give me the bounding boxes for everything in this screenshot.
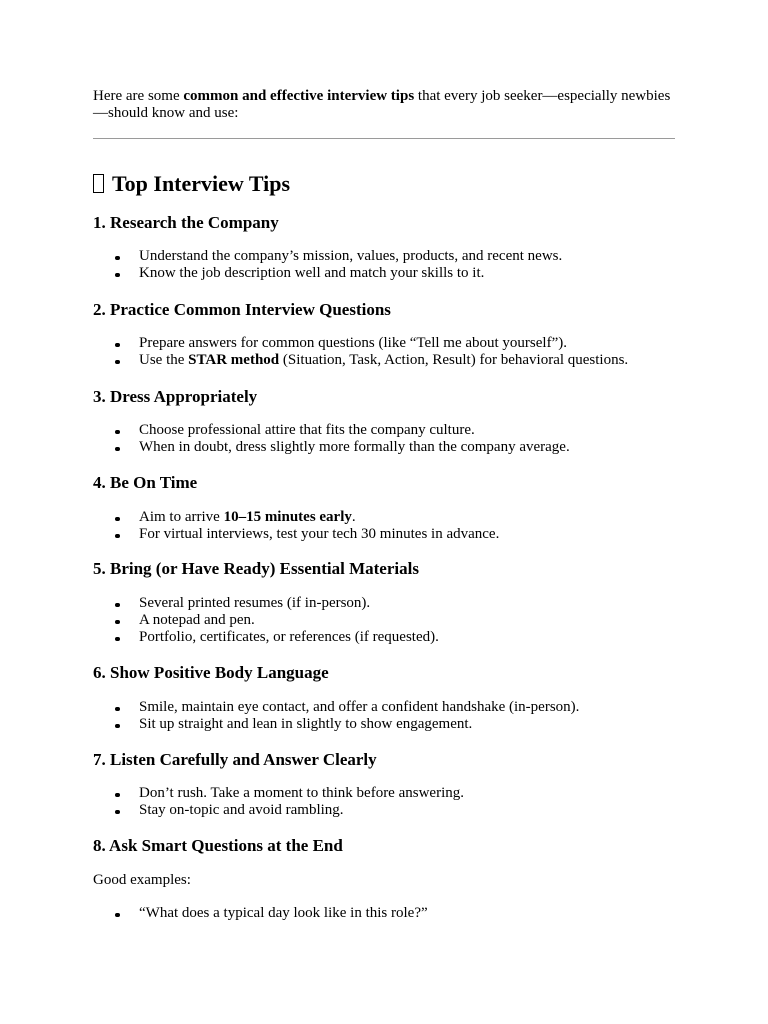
bullet-icon — [115, 637, 120, 642]
section-title: 1. Research the Company — [93, 213, 279, 232]
section-body-language — [93, 663, 675, 733]
section-title: 2. Practice Common Interview Questions — [93, 300, 391, 319]
bullet-item — [93, 248, 675, 265]
section-on-time — [93, 473, 675, 543]
bullet-text: Several printed resumes (if in-person). — [139, 595, 371, 611]
bullet-text-pre: Use the — [139, 352, 189, 368]
bullet-icon — [115, 603, 120, 608]
bullet-list — [93, 699, 675, 733]
section-practice-questions — [93, 300, 675, 369]
bullet-item — [93, 802, 675, 819]
section-materials — [93, 559, 675, 646]
main-heading — [93, 170, 290, 198]
bullet-text: Sit up straight and lean in slightly to show engagement. — [139, 716, 473, 732]
bullet-item — [93, 595, 675, 612]
bullet-item — [93, 335, 675, 352]
bullet-item — [93, 352, 675, 369]
intro-bold: common and effective interview tips — [183, 88, 415, 104]
bullet-icon — [115, 256, 120, 261]
missing-glyph-icon — [93, 174, 104, 193]
bullet-icon — [115, 343, 120, 348]
bullet-text: Stay on-topic and avoid rambling. — [139, 802, 344, 818]
bullet-icon — [115, 273, 120, 278]
bullet-item — [93, 526, 675, 543]
bullet-list — [93, 785, 675, 819]
bullet-icon — [115, 724, 120, 729]
bullet-icon — [115, 430, 120, 435]
section-listen — [93, 750, 675, 819]
section-title: 8. Ask Smart Questions at the End — [93, 836, 343, 855]
section-title: 7. Listen Carefully and Answer Clearly — [93, 750, 377, 769]
bullet-text: Smile, maintain eye contact, and offer a confident handshake (in-person). — [139, 699, 580, 715]
bullet-icon — [115, 913, 120, 918]
bullet-item — [93, 905, 675, 922]
bullet-list — [93, 509, 675, 543]
bullet-icon — [115, 447, 120, 452]
section-title: 5. Bring (or Have Ready) Essential Materials — [93, 559, 419, 578]
intro-suffix: that every job seeker—especially newbies—should know and use: — [93, 88, 671, 121]
bullet-item — [93, 439, 675, 456]
bullet-item — [93, 612, 675, 629]
bullet-text: “What does a typical day look like in this role?” — [139, 905, 428, 921]
bullet-icon — [115, 360, 120, 365]
bullet-icon — [115, 707, 120, 712]
bullet-text: Don’t rush. Take a moment to think before answering. — [139, 785, 464, 801]
bullet-list — [93, 905, 675, 922]
horizontal-rule — [93, 138, 675, 139]
paragraph-good-examples: Good examples: — [93, 872, 191, 888]
bullet-list — [93, 595, 675, 646]
bullet-list — [93, 335, 675, 369]
intro-paragraph — [93, 88, 675, 122]
bullet-item — [93, 716, 675, 733]
bullet-item — [93, 629, 675, 646]
bullet-icon — [115, 810, 120, 815]
bullet-list — [93, 422, 675, 456]
bullet-icon — [115, 620, 120, 625]
section-ask-questions — [93, 836, 675, 922]
section-research-company — [93, 213, 675, 282]
bullet-icon — [115, 534, 120, 539]
bullet-text: Prepare answers for common questions (like “Tell me about yourself”). — [139, 335, 567, 351]
bullet-text: Portfolio, certificates, or references (if requested). — [139, 629, 439, 645]
bullet-item — [93, 422, 675, 439]
bullet-item — [93, 699, 675, 716]
section-title: 4. Be On Time — [93, 473, 198, 492]
bullet-text: Choose professional attire that fits the company culture. — [139, 422, 475, 438]
bullet-item — [93, 509, 675, 526]
section-title: 3. Dress Appropriately — [93, 387, 258, 406]
section-dress — [93, 387, 675, 456]
bullet-text-post: (Situation, Task, Action, Result) for behavioral questions. — [279, 352, 629, 368]
bullet-text: A notepad and pen. — [139, 612, 255, 628]
bullet-icon — [115, 517, 120, 522]
intro-prefix: Here are some — [93, 88, 184, 104]
bullet-icon — [115, 793, 120, 798]
main-heading-text: Top Interview Tips — [112, 171, 291, 196]
bullet-item — [93, 265, 675, 282]
bullet-text: Understand the company’s mission, values, products, and recent news. — [139, 248, 563, 264]
bullet-item — [93, 785, 675, 802]
bullet-text-bold: STAR method — [188, 352, 280, 368]
bullet-text-pre: Aim to arrive — [139, 509, 224, 525]
bullet-text: Know the job description well and match your skills to it. — [139, 265, 485, 281]
section-title: 6. Show Positive Body Language — [93, 663, 329, 682]
bullet-text-bold: 10–15 minutes early — [223, 509, 352, 525]
bullet-text-post: . — [351, 509, 356, 525]
bullet-list — [93, 248, 675, 282]
bullet-text: For virtual interviews, test your tech 30 minutes in advance. — [139, 526, 500, 542]
bullet-text: When in doubt, dress slightly more formally than the company average. — [139, 439, 570, 455]
